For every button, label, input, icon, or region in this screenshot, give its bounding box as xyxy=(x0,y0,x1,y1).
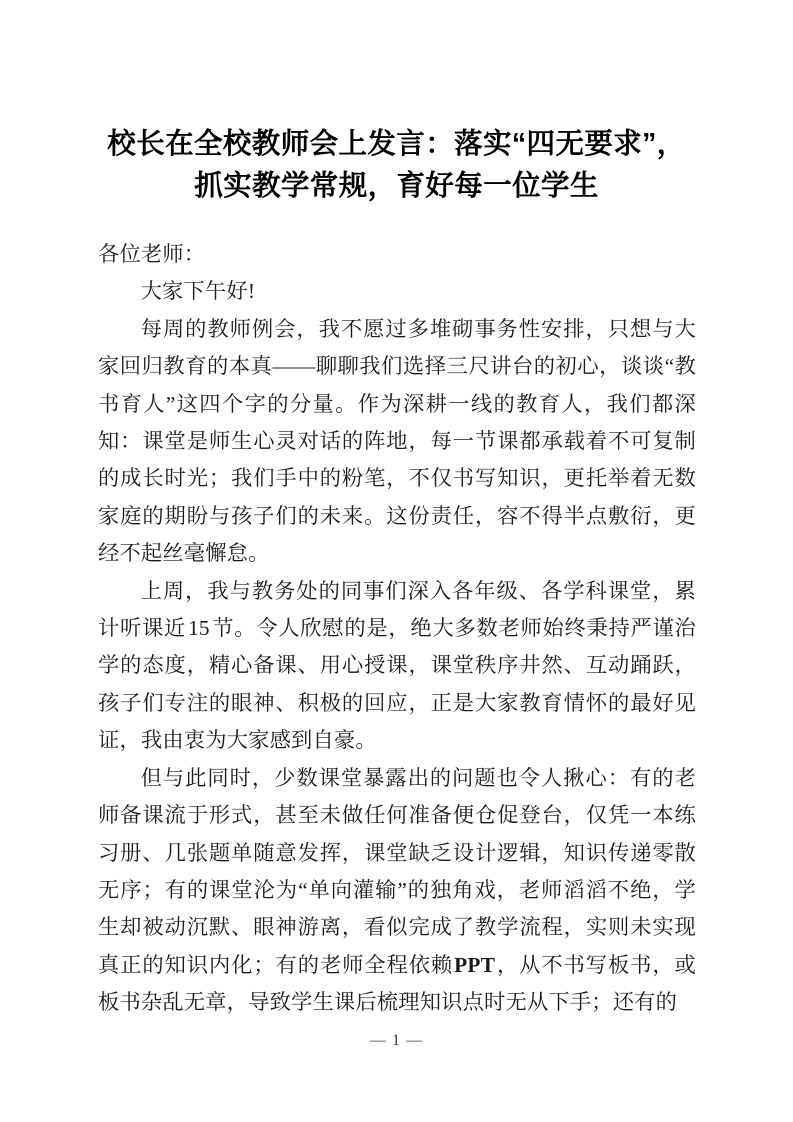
greeting-line: 大家下午好! xyxy=(140,279,256,304)
paragraph-opening-remarks: 每周的教师例会，我不愿过多堆砌事务性安排，只想与大家回归教育的本真——聊聊我们选择三尺讲台的初心，谈谈“教书育人”这四个字的分量。作为深耕一线的教育人，我们都深知：课堂是师生心灵对话的阵地，每一节课都承载着不可复制的成长时光；我们手中的粉笔，不仅书写知识，更托举着无数家庭的期盼与孩子们的未来。这份责任，容不得半点敷衍，更经不起丝毫懈怠。 xyxy=(98,316,696,566)
lesson-count-value: 15 xyxy=(188,616,210,641)
paragraph-problems-observed xyxy=(98,760,696,1022)
page-number-footer: — 1 — xyxy=(370,1032,423,1049)
paragraph-3-text-before-count: 上周，我与教务处的同事们深入各年级、各学科课堂，累计听课近 xyxy=(98,578,696,641)
paragraph-4-text-after-ppt: ，从不书写板书，或板书杂乱无章，导致学生课后梳理知识点时无从下手；还有的 xyxy=(98,952,697,1015)
paragraph-3-text-after-count: 节。令人欣慰的是，绝大多数老师始终秉持严谨治学的态度，精心备课、用心授课，课堂秩序井然、互动踊跃，孩子们专注的眼神、积极的回应，正是大家教育情怀的最好见证，我由衷为大家感到自豪。 xyxy=(98,616,696,753)
document-body xyxy=(98,236,696,1022)
paragraph-4-text-before-ppt: 但与此同时，少数课堂暴露出的问题也令人揪心：有的老师备课流于形式，甚至未做任何准备便仓促登台，仅凭一本练习册、几张题单随意发挥，课堂缺乏设计逻辑，知识传递零散无序；有的课堂沦为“单向灌输”的独角戏，老师滔滔不绝，学生却被动沉默、眼神游离，看似完成了教学流程，实则未实现真正的知识内化；有的老师全程依赖 xyxy=(98,765,696,977)
paragraph-class-observation xyxy=(98,573,696,760)
page-title: 校长在全校教师会上发言：落实“四无要求”，抓实教学常规，育好每一位学生 xyxy=(107,128,686,203)
salutation-line: 各位老师： xyxy=(98,242,206,266)
ppt-abbreviation: PPT xyxy=(454,952,496,977)
